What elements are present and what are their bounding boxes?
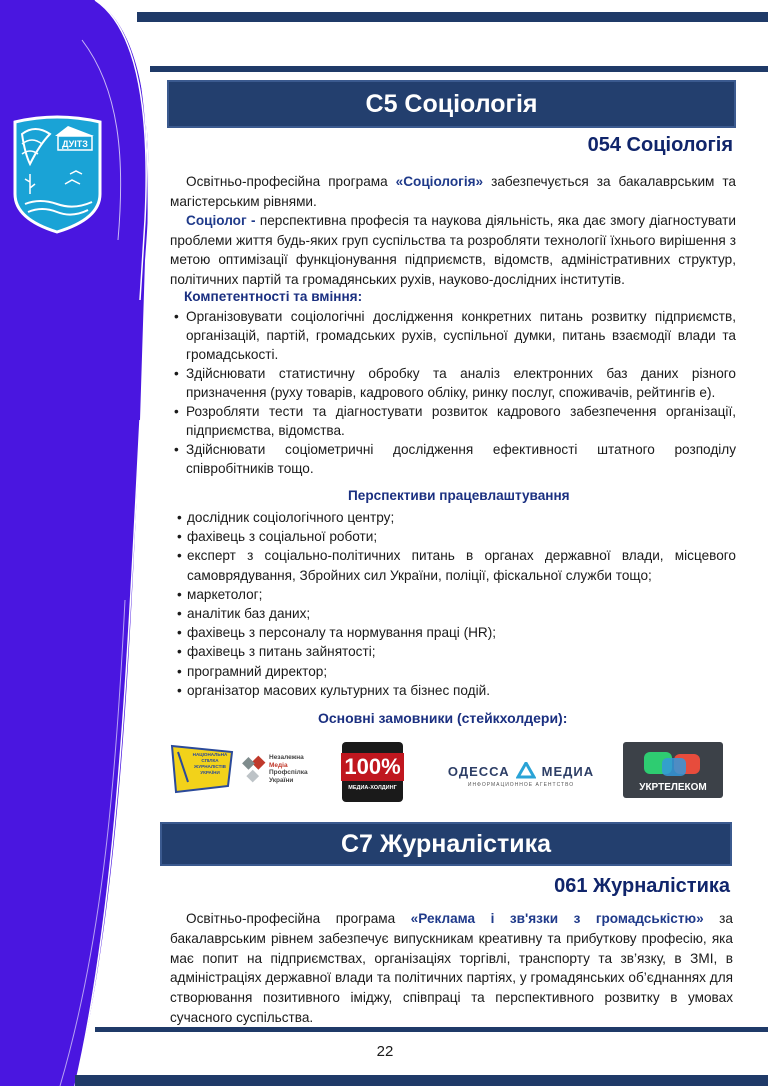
sociologist-description: Соціолог - перспективна професія та наукова діяльність, яка дає змогу діагностувати проблеми життя будь-яких груп суспільства та розробляти технології їхнього вирішення з метою оптимізації функціонування підприємств, відомств, адміністративних структур, політичних партій та громадянських рухів, науково-дослідних інститутів.	[170, 213, 737, 287]
list-item: • організатор масових культурних та бізнес подій.	[177, 681, 736, 700]
specialty-title-journalism: 061 Журналістика	[554, 875, 730, 897]
page-number: 22	[376, 1043, 394, 1060]
media100-logo	[342, 742, 403, 802]
stakeholders-heading: Основні замовники (стейкхолдери):	[318, 710, 568, 726]
bottom-rule	[95, 1027, 768, 1032]
list-item: • Здійснювати статистичну обробку та аналіз електронних баз даних різного призначення (руху товарів, кадрового обліку, ринку послуг, споживачів, рейтингів е).	[172, 364, 736, 402]
list-item: • фахівець з персоналу та нормування праці (HR);	[177, 623, 736, 642]
prospects-heading: Перспективи працевлаштування	[348, 488, 570, 503]
list-item: • фахівець з соціальної роботи;	[177, 527, 736, 546]
odessa-word: ОДЕССА	[447, 763, 510, 779]
competencies-heading: Компетентності та вміння:	[184, 289, 363, 304]
section-title-sociology: C5 Соціологія	[167, 80, 736, 128]
ukrtelecom-logo	[623, 742, 723, 798]
ukrtelecom-text: УКРТЕЛЕКОМ	[639, 781, 707, 793]
ukrtelecom-bubbles-icon	[638, 748, 708, 782]
top-rule-2	[150, 66, 768, 72]
media-union-logo	[238, 748, 318, 790]
nsju-text: НАЦІОНАЛЬНА СПІЛКА ЖУРНАЛІСТІВ УКРАЇНИ	[192, 752, 228, 775]
odessa-media-logo	[444, 756, 598, 794]
media-union-line-2: Медіа	[269, 761, 288, 769]
prospects-list	[177, 508, 736, 700]
university-crest	[10, 114, 105, 234]
list-item: • маркетолог;	[177, 585, 736, 604]
media-union-icon	[238, 755, 266, 783]
list-item: • фахівець з питань зайнятості;	[177, 642, 736, 661]
sociology-intro: Освітньо-професійна програма «Соціологія» забезпечується за бакалаврським та магістерським рівнями.	[170, 174, 736, 209]
svg-text:ДУІТЗ: ДУІТЗ	[62, 139, 88, 149]
list-item: • аналітик баз даних;	[177, 604, 736, 623]
list-item: • Розробляти тести та діагностувати розвиток кадрового забезпечення організації, підприємства, відомства.	[172, 402, 736, 440]
media-union-line-3: Профспілка	[269, 769, 308, 776]
list-item: • дослідник соціологічного центру;	[177, 508, 736, 527]
odessa-tagline: ИНФОРМАЦИОННОЕ АГЕНТСТВО	[467, 782, 575, 788]
specialty-title-sociology: 054 Соціологія	[587, 134, 733, 156]
odessa-recycle-icon	[516, 762, 536, 780]
bottom-rule-2	[75, 1075, 768, 1086]
nsju-logo	[168, 742, 236, 794]
media100-small: МЕДИА-ХОЛДИНГ	[348, 785, 397, 791]
competencies-list	[172, 307, 736, 478]
media-union-line-4: України	[269, 776, 294, 784]
list-item: • програмний директор;	[177, 662, 736, 681]
media100-big: 100%	[341, 753, 403, 781]
journalism-intro: Освітньо-професійна програма «Реклама і зв'язки з громадськістю» за бакалаврським рівнем забезпечує випускникам креативну та прибуткову професію, яка має попит на підприємствах, організаціях торгівлі, транспорту та зв’язку, в ЗМІ, в адміністраціях державної влади та політичних партіях, у громадянських об’єднаннях для створювання позитивного іміджу, співпраці та перспективного розвитку в умовах сучасного суспільства.	[170, 911, 733, 1025]
media-union-line-1: Незалежна	[269, 754, 304, 761]
section-title-journalism: C7 Журналістика	[160, 822, 732, 866]
list-item: • Організовувати соціологічні дослідження конкретних питань розвитку підприємств, організацій, партій, громадських рухів, суспільної думки, питань взаємодії влади та громадськості.	[172, 307, 736, 364]
list-item: • експерт з соціально-політичних питань в органах державної влади, місцевого самоврядування, Збройних сил України, поліції, фіскальної служби тощо;	[177, 546, 736, 584]
media-word: МЕДИА	[541, 763, 595, 779]
top-rule	[137, 12, 768, 22]
list-item: • Здійснювати соціометричні дослідження ефективності штатного розподілу співробітників тощо.	[172, 440, 736, 478]
